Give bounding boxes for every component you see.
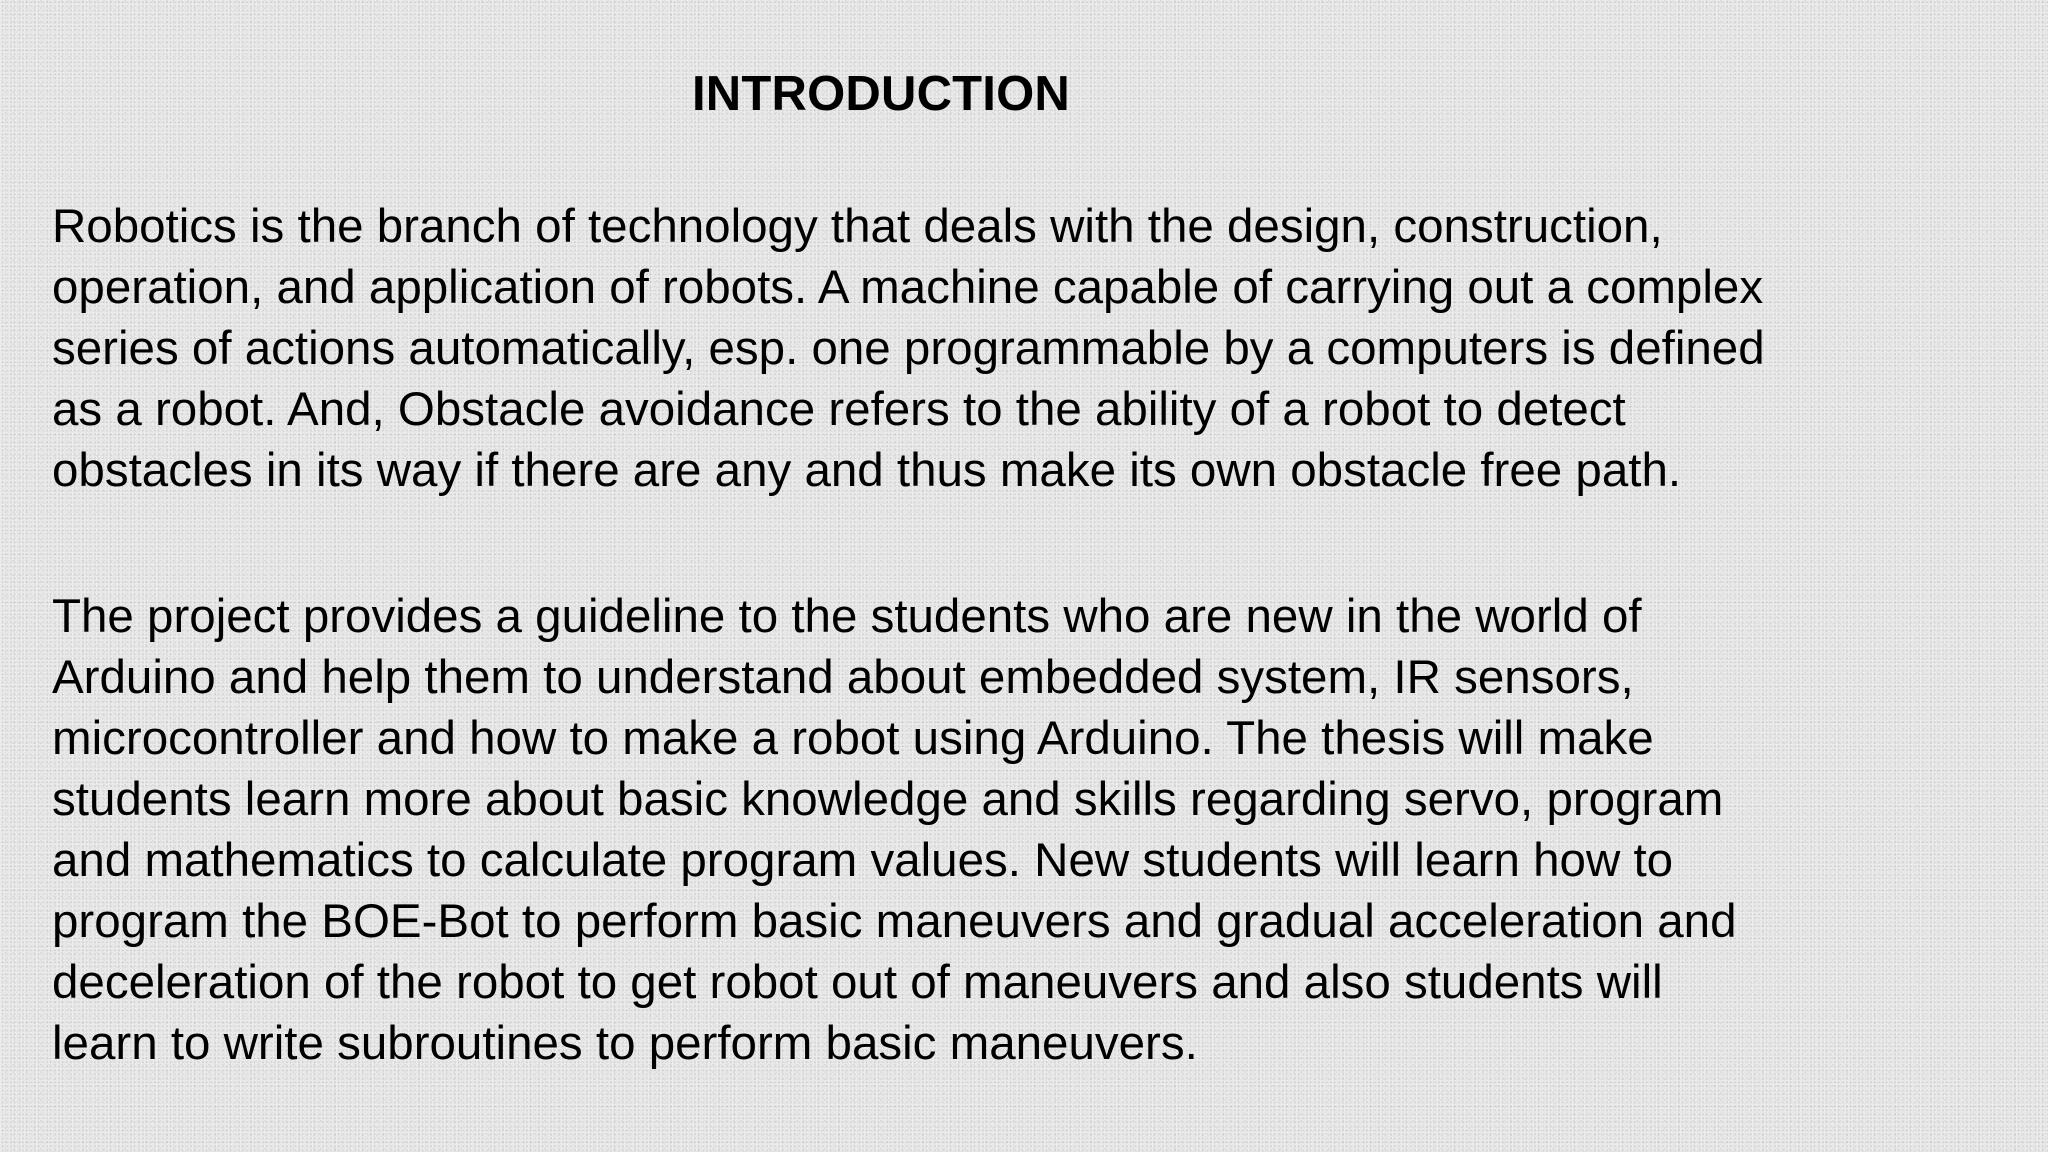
paragraph-line: students learn more about basic knowledge and skills regarding servo, program [52,773,1724,826]
paragraph-line: learn to write subroutines to perform basic maneuvers. [52,1017,1198,1070]
intro-paragraph-project [52,586,2012,1074]
paragraph-line: Robotics is the branch of technology that deals with the design, construction, [52,200,1663,253]
paragraph-line: Arduino and help them to understand about embedded system, IR sensors, [52,651,1634,704]
intro-paragraph-robotics [52,196,2012,501]
paragraph-line: deceleration of the robot to get robot out of maneuvers and also students will [52,956,1663,1009]
paragraph-line: program the BOE-Bot to perform basic maneuvers and gradual acceleration and [52,895,1737,948]
paragraph-line: microcontroller and how to make a robot using Arduino. The thesis will make [52,712,1654,765]
slide-title: INTRODUCTION [691,67,1071,121]
paragraph-line: operation, and application of robots. A machine capable of carrying out a complex [52,261,1764,314]
paragraph-line: as a robot. And, Obstacle avoidance refers to the ability of a robot to detect [52,383,1626,436]
paragraph-line: The project provides a guideline to the students who are new in the world of [52,590,1642,643]
paragraph-line: and mathematics to calculate program values. New students will learn how to [52,834,1674,887]
paragraph-line: series of actions automatically, esp. one programmable by a computers is defined [52,322,1765,375]
paragraph-line: obstacles in its way if there are any and thus make its own obstacle free path. [52,444,1682,497]
